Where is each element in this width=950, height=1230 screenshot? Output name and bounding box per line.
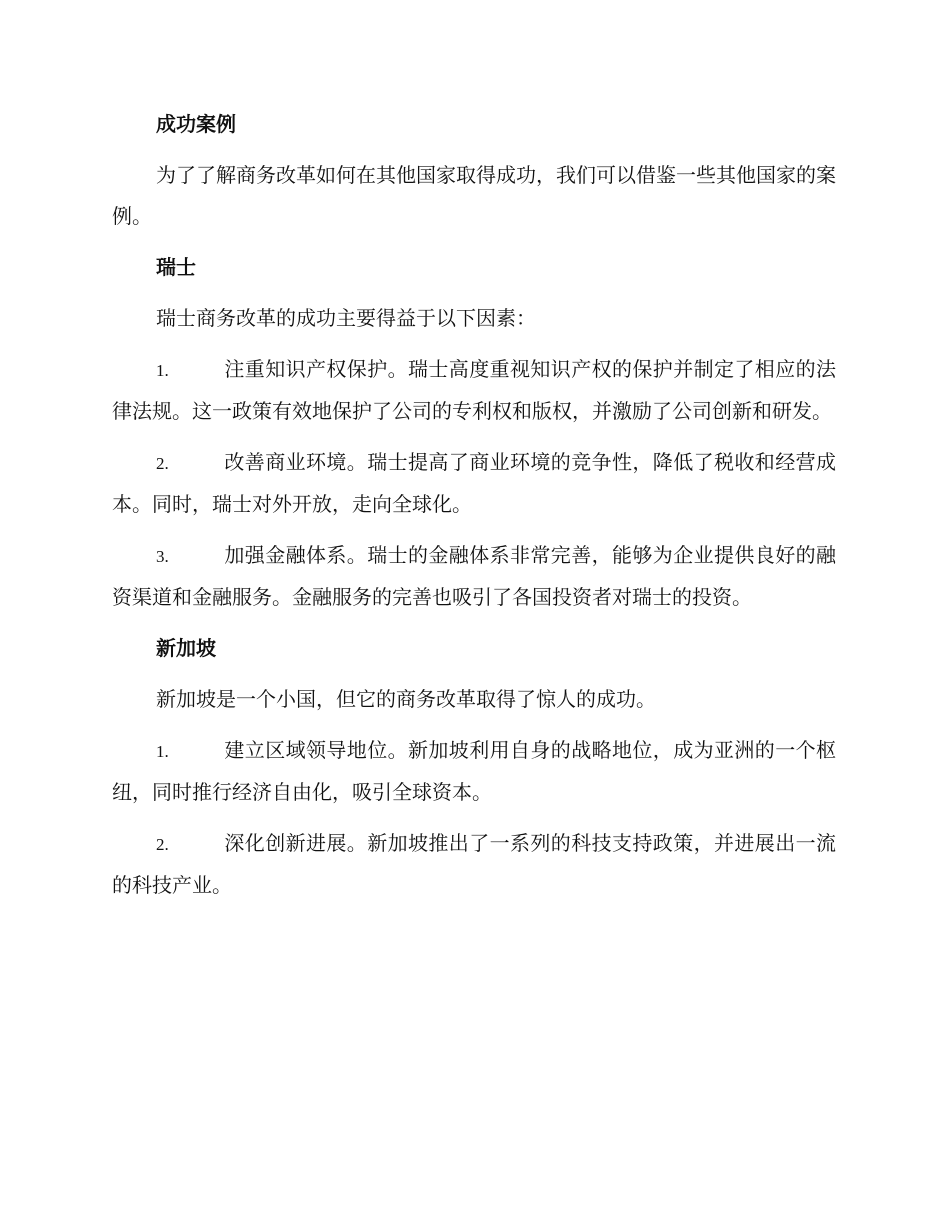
- section-success-cases: [112, 104, 836, 237]
- list-item: [112, 730, 836, 813]
- list-number: 1.: [156, 742, 169, 761]
- list-number: 2.: [156, 454, 169, 473]
- section-heading: 瑞士: [156, 255, 196, 279]
- list-number: 3.: [156, 547, 169, 566]
- list-number: 2.: [156, 835, 169, 854]
- list-item: [112, 442, 836, 525]
- list-text: 深化创新进展。新加坡推出了一系列的科技支持政策，并进展出一流的科技产业。: [112, 831, 836, 897]
- list-item: [112, 535, 836, 618]
- list-text: 注重知识产权保护。瑞士高度重视知识产权的保护并制定了相应的法律法规。这一政策有效地保护了公司的专利权和版权，并激励了公司创新和研发。: [112, 357, 836, 423]
- section-heading: 成功案例: [156, 112, 236, 136]
- section-singapore: [112, 628, 836, 906]
- list-number: 1.: [156, 361, 169, 380]
- section-intro: 瑞士商务改革的成功主要得益于以下因素：: [156, 306, 536, 330]
- list-item: [112, 349, 836, 432]
- document-page: [112, 104, 836, 916]
- section-intro: 为了了解商务改革如何在其他国家取得成功，我们可以借鉴一些其他国家的案例。: [112, 163, 836, 228]
- list-text: 改善商业环境。瑞士提高了商业环境的竞争性，降低了税收和经营成本。同时，瑞士对外开放，走向全球化。: [112, 450, 836, 516]
- list-text: 建立区域领导地位。新加坡利用自身的战略地位，成为亚洲的一个枢纽，同时推行经济自由化，吸引全球资本。: [112, 738, 836, 804]
- section-switzerland: [112, 247, 836, 618]
- list-text: 加强金融体系。瑞士的金融体系非常完善，能够为企业提供良好的融资渠道和金融服务。金融服务的完善也吸引了各国投资者对瑞士的投资。: [112, 543, 836, 609]
- section-intro: 新加坡是一个小国，但它的商务改革取得了惊人的成功。: [156, 687, 656, 711]
- list-item: [112, 823, 836, 906]
- section-heading: 新加坡: [156, 636, 216, 660]
